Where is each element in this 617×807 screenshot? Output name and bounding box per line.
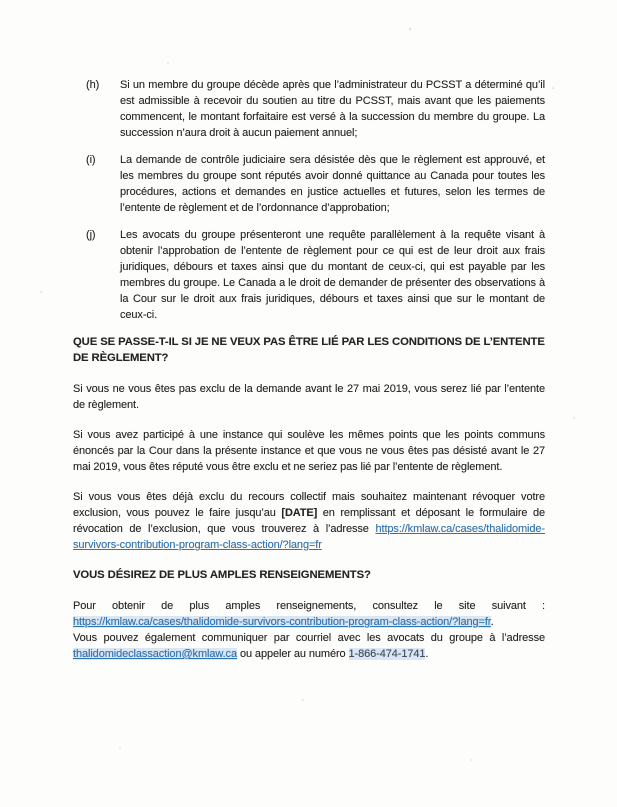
list-item-text: Si un membre du groupe décède après que l’administrateur du PCSST a déterminé qu’il est admissible à recevoir du soutien au titre du PCSST, mais avant que les paiements commencent, le montant forfaitaire est versé à la succession du membre du groupe. La succession n’aura droit à aucun paiement annuel;	[120, 79, 545, 139]
sentence-period: .	[425, 648, 429, 660]
phone-number: 1-866-474-1741	[348, 648, 426, 660]
sentence-period: .	[490, 616, 494, 628]
paragraph-revocation-text: en remplissant et déposant le formulaire de révocation de l’exclusion, que vous trouverez à l’adresse	[73, 507, 546, 535]
revocation-form-link[interactable]: https://kmlaw.ca/cases/thalidomide-survivors-contribution-program-class-action/?lang=fr	[73, 523, 545, 551]
list-item-label: (h)	[86, 79, 100, 91]
paragraph-more-information	[73, 598, 545, 662]
list-item-label: (i)	[86, 154, 96, 166]
list-item-text: La demande de contrôle judiciaire sera désistée dès que le règlement est approuvé, et les membres du groupe sont réputés avoir donné quittance au Canada pour toutes les procédures, actions et demandes en justice actuelles et futures, selon les termes de l’entente de règlement et de l’ordonnance d’approbation;	[120, 154, 545, 214]
date-placeholder: [DATE]	[281, 507, 318, 519]
paragraph-more-information-text: ou appeler au numéro	[236, 648, 349, 660]
list-item-label: (j)	[86, 229, 96, 241]
paragraph-parallel-proceeding: Si vous avez participé à une instance qui soulève les mêmes points que les points communs énoncés par la Cour dans la présente instance et que vous ne vous êtes pas désisté avant le 27 mai 2019, vous êtes réputé vous être exclu et ne seriez pas lié par l’entente de règlement.	[73, 429, 545, 473]
heading-binding-conditions: QUE SE PASSE-T-IL SI JE NE VEUX PAS ÊTRE LIÉ PAR LES CONDITIONS DE L’ENTENTE DE RÈGLEMENT?	[73, 336, 545, 364]
heading-more-information: VOUS DÉSIREZ DE PLUS AMPLES RENSEIGNEMENTS?	[73, 569, 371, 581]
paragraph-revocation	[73, 489, 545, 553]
list-item-text: Les avocats du groupe présenteront une requête parallèlement à la requête visant à obtenir l’approbation de l’entente de règlement pour ce qui est de leur droit aux frais juridiques, débours et taxes ainsi que du montant de ceux-ci, qui est payable par les membres du groupe. Le Canada a le droit de demander de présenter des observations à la Cour sur le droit aux frais juridiques, débours et taxes ainsi que sur le montant de ceux-ci.	[120, 229, 545, 321]
paragraph-more-information-text: Vous pouvez également communiquer par courriel avec les avocats du groupe à l’adresse	[73, 632, 545, 644]
list-item-i	[73, 152, 545, 216]
paragraph-more-information-text: Pour obtenir de plus amples renseignements, consultez le site suivant :	[73, 600, 545, 612]
kmlaw-website-link[interactable]: https://kmlaw.ca/cases/thalidomide-survivors-contribution-program-class-action/?lang=fr	[73, 616, 491, 628]
list-item-h	[73, 77, 545, 141]
list-item-j	[73, 227, 545, 323]
email-link[interactable]: thalidomideclassaction@kmlaw.ca	[73, 648, 237, 660]
paragraph-revocation-text: Si vous vous êtes déjà exclu du recours collectif mais souhaitez maintenant révoquer votre exclusion, vous pouvez le faire jusqu’au	[73, 491, 545, 519]
paragraph-exclusion-deadline: Si vous ne vous êtes pas exclu de la demande avant le 27 mai 2019, vous serez lié par l’entente de règlement.	[73, 383, 545, 411]
